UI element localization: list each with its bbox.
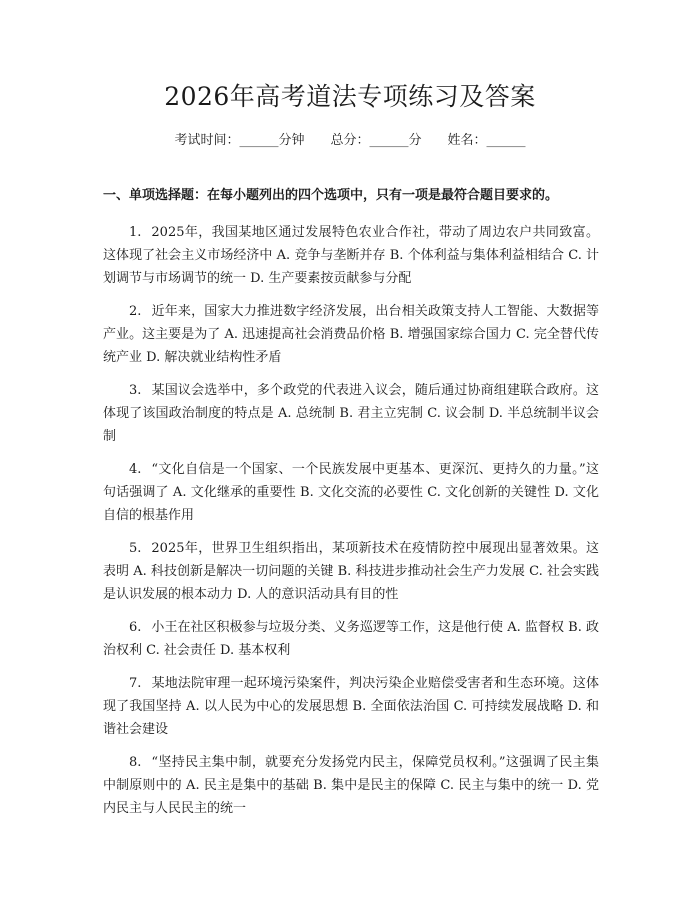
exam-meta <box>0 131 700 151</box>
exam-time: 考试时间：______分钟 <box>174 133 305 148</box>
question-number: 7. <box>129 676 142 691</box>
question-6 <box>103 616 599 662</box>
question-8 <box>103 751 599 820</box>
question-number: 6. <box>129 620 142 635</box>
question-4 <box>103 458 599 527</box>
question-text: 2025年，我国某地区通过发展特色农业合作社，带动了周边农户共同致富。这体现了社会主义市场经济中 A. 竞争与垄断并存 B. 个体利益与集体利益相结合 C. 计划调节与市场调节的统一 D. 生产要素按贡献参与分配 <box>103 225 599 286</box>
student-name: 姓名：______ <box>447 133 526 148</box>
question-number: 4. <box>129 462 142 477</box>
question-number: 3. <box>129 383 142 398</box>
question-text: “文化自信是一个国家、一个民族发展中更基本、更深沉、更持久的力量。”这句话强调了 A. 文化继承的重要性 B. 文化交流的必要性 C. 文化创新的关键性 D. 文化自信的根基作用 <box>103 462 599 523</box>
question-number: 1. <box>129 225 142 240</box>
question-1 <box>103 221 599 290</box>
question-text: “坚持民主集中制，就要充分发扬党内民主，保障党员权利。”这强调了民主集中制原则中的 A. 民主是集中的基础 B. 集中是民主的保障 C. 民主与集中的统一 D. 党内民主与人民民主的统一 <box>103 755 599 816</box>
question-5 <box>103 537 599 606</box>
question-text: 2025年，世界卫生组织指出，某项新技术在疫情防控中展现出显著效果。这表明 A. 科技创新是解决一切问题的关键 B. 科技进步推动社会生产力发展 C. 社会实践是认识发展的根本动力 D. 人的意识活动具有目的性 <box>103 541 599 602</box>
question-number: 5. <box>129 541 142 556</box>
question-text: 某地法院审理一起环境污染案件，判决污染企业赔偿受害者和生态环境。这体现了我国坚持 A. 以人民为中心的发展思想 B. 全面依法治国 C. 可持续发展战略 D. 和谐社会建设 <box>103 676 599 737</box>
question-3 <box>103 379 599 448</box>
question-list <box>103 221 599 830</box>
page-title: 2026年高考道法专项练习及答案 <box>164 82 536 111</box>
question-text: 近年来，国家大力推进数字经济发展，出台相关政策支持人工智能、大数据等产业。这主要是为了 A. 迅速提高社会消费品价格 B. 增强国家综合国力 C. 完全替代传统产业 D. 解决就业结构性矛盾 <box>103 304 599 365</box>
question-text: 小王在社区积极参与垃圾分类、义务巡逻等工作，这是他行使 A. 监督权 B. 政治权利 C. 社会责任 D. 基本权利 <box>103 620 599 658</box>
question-number: 2. <box>129 304 142 319</box>
question-7 <box>103 672 599 741</box>
question-number: 8. <box>129 755 142 770</box>
total-score: 总分：______分 <box>330 133 422 148</box>
question-2 <box>103 300 599 369</box>
section-heading: 一、单项选择题：在每小题列出的四个选项中，只有一项是最符合题目要求的。 <box>103 188 559 203</box>
question-text: 某国议会选举中，多个政党的代表进入议会，随后通过协商组建联合政府。这体现了该国政治制度的特点是 A. 总统制 B. 君主立宪制 C. 议会制 D. 半总统制半议会制 <box>103 383 599 444</box>
